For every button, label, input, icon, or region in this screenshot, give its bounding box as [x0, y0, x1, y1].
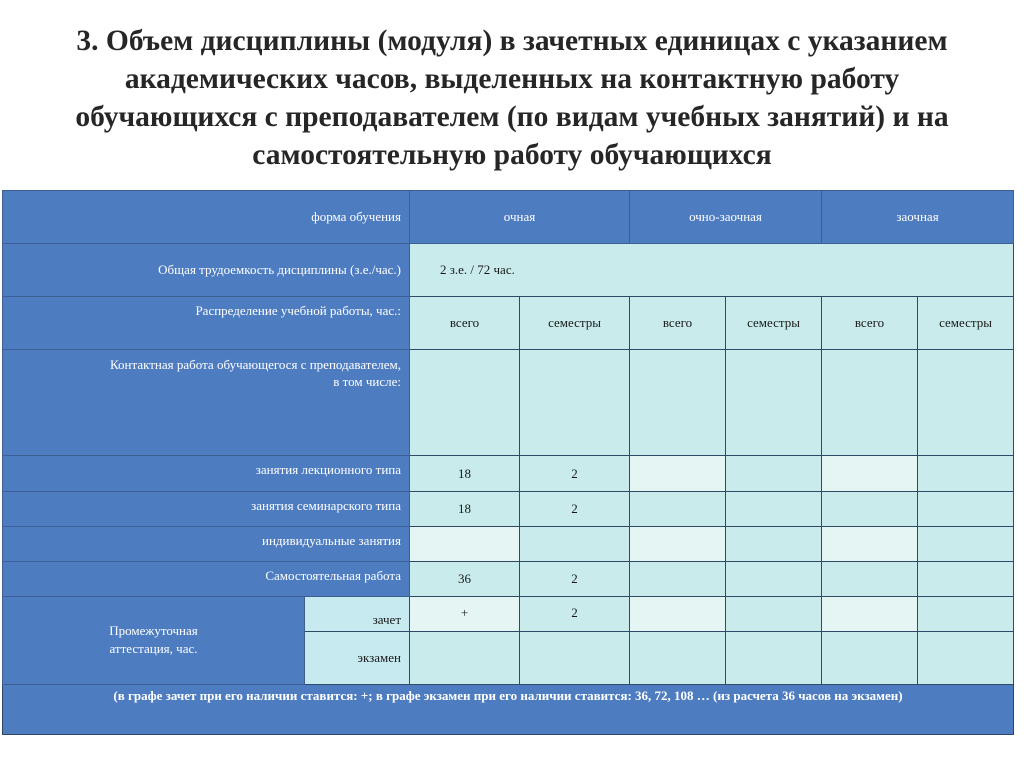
value-cell: [918, 350, 1014, 456]
sub-header: всего: [662, 315, 693, 331]
zachet-label-cell: [305, 596, 410, 631]
value-cell: [918, 526, 1014, 561]
form-name: очно-заочная: [689, 209, 762, 225]
value-cell: [918, 631, 1014, 684]
contact-label-line: в том числе:: [333, 374, 401, 390]
sub-header-cell: [520, 297, 630, 350]
title-line: 3. Объем дисциплины (модуля) в зачетных единицах с указанием: [76, 25, 948, 57]
value-cell: [410, 491, 520, 526]
form-ochnaya: [410, 191, 630, 244]
value-cell: [822, 526, 918, 561]
value-cell: [726, 456, 822, 491]
total-label-cell: [3, 244, 410, 297]
value-cell: [520, 350, 630, 456]
value-cell: [918, 491, 1014, 526]
sub-header-cell: [410, 297, 520, 350]
value-cell: [726, 561, 822, 596]
value-cell: [726, 491, 822, 526]
distribution-label-cell: [3, 297, 410, 350]
cell-value: 2: [571, 604, 578, 620]
form-ochno-zaochnaya: [630, 191, 822, 244]
value-cell: [822, 350, 918, 456]
cell-value: 36: [458, 570, 471, 586]
cell-value: +: [460, 604, 469, 620]
value-cell: [822, 596, 918, 631]
total-label: Общая трудоемкость дисциплины (з.е./час.): [158, 262, 401, 278]
sub-header-cell: [726, 297, 822, 350]
value-cell: [630, 350, 726, 456]
sub-header-cell: [822, 297, 918, 350]
contact-label-line: Контактная работа обучающегося с преподавателем,: [110, 357, 401, 373]
value-cell: [410, 350, 520, 456]
value-cell: [520, 596, 630, 631]
attestation-label-line: Промежуточная: [109, 623, 198, 639]
total-row: [3, 244, 1014, 297]
table-row: [3, 561, 1014, 596]
note-row: [3, 684, 1014, 734]
value-cell: [726, 526, 822, 561]
value-cell: [726, 350, 822, 456]
sub-header: семестры: [747, 315, 800, 331]
form-label: форма обучения: [311, 209, 401, 225]
form-header-row: [3, 191, 1014, 244]
sub-header: всего: [449, 315, 480, 331]
cell-value: 18: [458, 500, 471, 516]
title-line: обучающихся с преподавателем (по видам учебных занятий) и на: [75, 101, 949, 133]
sub-header-cell: [918, 297, 1014, 350]
contact-label-cell: [3, 350, 410, 456]
value-cell: [520, 491, 630, 526]
value-cell: [410, 456, 520, 491]
value-cell: [410, 631, 520, 684]
value-cell: [630, 596, 726, 631]
sub-header-cell: [630, 297, 726, 350]
table-row: [3, 491, 1014, 526]
form-label-cell: [3, 191, 410, 244]
distribution-row: [3, 297, 1014, 350]
value-cell: [822, 456, 918, 491]
attestation-label-line: аттестация, час.: [109, 641, 198, 657]
zachet-label: зачет: [372, 611, 401, 627]
value-cell: [822, 561, 918, 596]
table-row: [3, 526, 1014, 561]
cell-value: 2: [571, 465, 578, 481]
value-cell: [630, 456, 726, 491]
row-label: занятия семинарского типа: [251, 497, 401, 513]
row-label: индивидуальные занятия: [262, 532, 401, 548]
value-cell: [520, 526, 630, 561]
row-label-cell: [3, 561, 410, 596]
discipline-volume-table: [2, 190, 1014, 735]
value-cell: [410, 526, 520, 561]
value-cell: [630, 631, 726, 684]
value-cell: [726, 631, 822, 684]
attestation-label-cell: [3, 596, 305, 684]
sub-header: семестры: [939, 315, 992, 331]
value-cell: [630, 526, 726, 561]
value-cell: [520, 631, 630, 684]
value-cell: [918, 561, 1014, 596]
note-cell: [3, 684, 1014, 734]
value-cell: [410, 596, 520, 631]
row-label-cell: [3, 456, 410, 491]
value-cell: [520, 456, 630, 491]
form-name: заочная: [896, 209, 939, 225]
cell-value: 2: [571, 500, 578, 516]
contact-work-row: [3, 350, 1014, 456]
row-label: Самостоятельная работа: [265, 567, 401, 583]
cell-value: 2: [571, 570, 578, 586]
value-cell: [410, 561, 520, 596]
row-label: занятия лекционного типа: [255, 462, 401, 478]
cell-value: 18: [458, 465, 471, 481]
total-value-cell: [410, 244, 1014, 297]
value-cell: [520, 561, 630, 596]
total-value: 2 з.е. / 72 час.: [440, 262, 515, 278]
value-cell: [822, 631, 918, 684]
row-label-cell: [3, 491, 410, 526]
sub-header: всего: [854, 315, 885, 331]
footnote: (в графе зачет при его наличии ставится: +; в графе экзамен при его наличии ставится: 36, 72, 108 … (из расчета 36 часов на экзамен): [113, 687, 903, 703]
value-cell: [918, 596, 1014, 631]
sub-header: семестры: [548, 315, 601, 331]
value-cell: [726, 596, 822, 631]
title-line: самостоятельную работу обучающихся: [252, 139, 772, 171]
zachet-row: [3, 596, 1014, 631]
distribution-label: Распределение учебной работы, час.:: [195, 303, 401, 319]
value-cell: [822, 491, 918, 526]
form-zaochnaya: [822, 191, 1014, 244]
row-label-cell: [3, 526, 410, 561]
page-title: [20, 22, 1004, 174]
exam-label-cell: [305, 631, 410, 684]
table-row: [3, 456, 1014, 491]
value-cell: [630, 491, 726, 526]
exam-label: экзамен: [357, 649, 401, 665]
title-line: академических часов, выделенных на контактную работу: [124, 63, 900, 95]
value-cell: [918, 456, 1014, 491]
value-cell: [630, 561, 726, 596]
form-name: очная: [503, 209, 536, 225]
